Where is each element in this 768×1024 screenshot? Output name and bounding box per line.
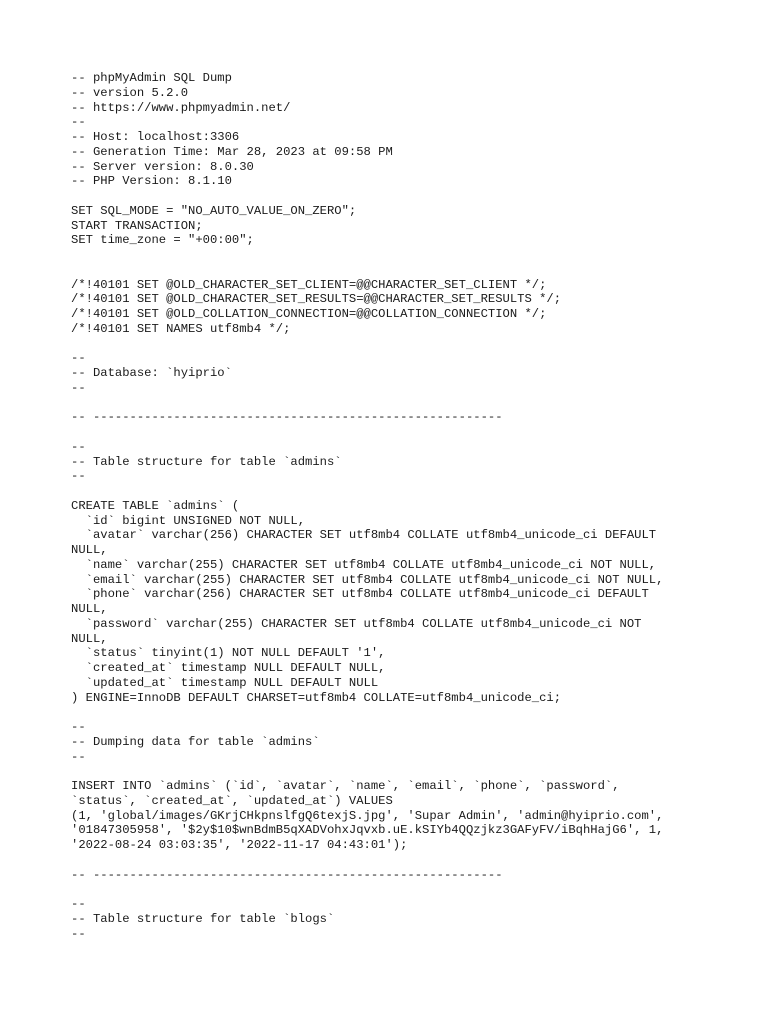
code-line xyxy=(71,853,731,868)
code-line: -- xyxy=(71,380,86,395)
code-line: `avatar` varchar(256) CHARACTER SET utf8mb4 COLLATE utf8mb4_unicode_ci DEFAULT xyxy=(71,528,657,543)
code-line: -- Database: `hyiprio` xyxy=(71,366,232,380)
code-line: -- xyxy=(71,351,86,366)
code-line: -- xyxy=(71,720,86,734)
code-line: `status`, `created_at`, `updated_at`) VALUES xyxy=(71,793,393,808)
code-line: -- -------------------------------------------------------- xyxy=(71,410,503,425)
code-line: -- Server version: 8.0.30 xyxy=(71,159,254,174)
code-line: `password` varchar(255) CHARACTER SET utf8mb4 COLLATE utf8mb4_unicode_ci NOT xyxy=(71,616,642,631)
code-line: -- xyxy=(71,439,86,454)
code-line: '01847305958', '$2y$10$wnBdmB5qXADVohxJqvxb.uE.kSIYb4QQzjkz3GAFyFV/iBqhHajG6', 1, xyxy=(71,823,664,838)
code-line: `email` varchar(255) CHARACTER SET utf8mb4 COLLATE utf8mb4_unicode_ci NOT NULL, xyxy=(71,572,664,587)
code-line xyxy=(71,705,731,720)
code-line: -- Host: localhost:3306 xyxy=(71,130,240,144)
code-line: -- Dumping data for table `admins` xyxy=(71,734,320,749)
code-line: -- Table structure for table `admins` xyxy=(71,454,342,469)
code-line: -- xyxy=(71,469,86,484)
code-line xyxy=(71,484,731,499)
code-line: `phone` varchar(256) CHARACTER SET utf8mb4 COLLATE utf8mb4_unicode_ci DEFAULT xyxy=(71,587,649,602)
code-line xyxy=(71,263,731,278)
code-line xyxy=(71,764,731,779)
code-line xyxy=(71,425,731,440)
code-line: (1, 'global/images/GKrjCHkpnslfgQ6texjS.jpg', 'Supar Admin', 'admin@hyiprio.com', xyxy=(71,808,664,823)
code-line: `updated_at` timestamp NULL DEFAULT NULL xyxy=(71,675,379,690)
code-line: NULL, xyxy=(71,543,108,557)
code-line xyxy=(71,248,731,263)
code-line: -- Generation Time: Mar 28, 2023 at 09:58 PM xyxy=(71,144,393,159)
code-line: ) ENGINE=InnoDB DEFAULT CHARSET=utf8mb4 COLLATE=utf8mb4_unicode_ci; xyxy=(71,690,562,705)
code-line: /*!40101 SET NAMES utf8mb4 */; xyxy=(71,321,291,336)
code-line: /*!40101 SET @OLD_COLLATION_CONNECTION=@@COLLATION_CONNECTION */; xyxy=(71,307,547,321)
document-page xyxy=(71,71,731,941)
code-line: -- xyxy=(71,926,86,941)
code-line: NULL, xyxy=(71,631,108,646)
code-line xyxy=(71,189,731,204)
code-line xyxy=(71,396,731,411)
code-line: -- -------------------------------------------------------- xyxy=(71,867,503,882)
code-line: -- https://www.phpmyadmin.net/ xyxy=(71,100,291,115)
code-line: CREATE TABLE `admins` ( xyxy=(71,498,240,513)
code-line: -- version 5.2.0 xyxy=(71,85,189,100)
code-line: -- xyxy=(71,115,86,130)
code-line: `id` bigint UNSIGNED NOT NULL, xyxy=(71,513,306,528)
code-line: /*!40101 SET @OLD_CHARACTER_SET_RESULTS=@@CHARACTER_SET_RESULTS */; xyxy=(71,292,562,307)
code-line: -- Table structure for table `blogs` xyxy=(71,911,335,926)
code-line: SET time_zone = "+00:00"; xyxy=(71,233,254,248)
code-line xyxy=(71,337,731,352)
code-line: -- xyxy=(71,897,86,911)
code-line: /*!40101 SET @OLD_CHARACTER_SET_CLIENT=@@CHARACTER_SET_CLIENT */; xyxy=(71,277,547,292)
code-line: -- xyxy=(71,749,86,764)
code-line xyxy=(71,882,731,897)
code-line: `created_at` timestamp NULL DEFAULT NULL, xyxy=(71,661,386,675)
code-line: '2022-08-24 03:03:35', '2022-11-17 04:43:01'); xyxy=(71,838,408,852)
code-line: -- phpMyAdmin SQL Dump xyxy=(71,71,232,85)
code-line: SET SQL_MODE = "NO_AUTO_VALUE_ON_ZERO"; xyxy=(71,203,357,218)
code-line: START TRANSACTION; xyxy=(71,218,203,233)
code-line: `status` tinyint(1) NOT NULL DEFAULT '1', xyxy=(71,646,386,661)
code-line: INSERT INTO `admins` (`id`, `avatar`, `name`, `email`, `phone`, `password`, xyxy=(71,779,620,793)
code-line: `name` varchar(255) CHARACTER SET utf8mb4 COLLATE utf8mb4_unicode_ci NOT NULL, xyxy=(71,557,657,572)
sql-dump-text xyxy=(71,71,731,941)
code-line: -- PHP Version: 8.1.10 xyxy=(71,174,232,189)
code-line: NULL, xyxy=(71,602,108,616)
